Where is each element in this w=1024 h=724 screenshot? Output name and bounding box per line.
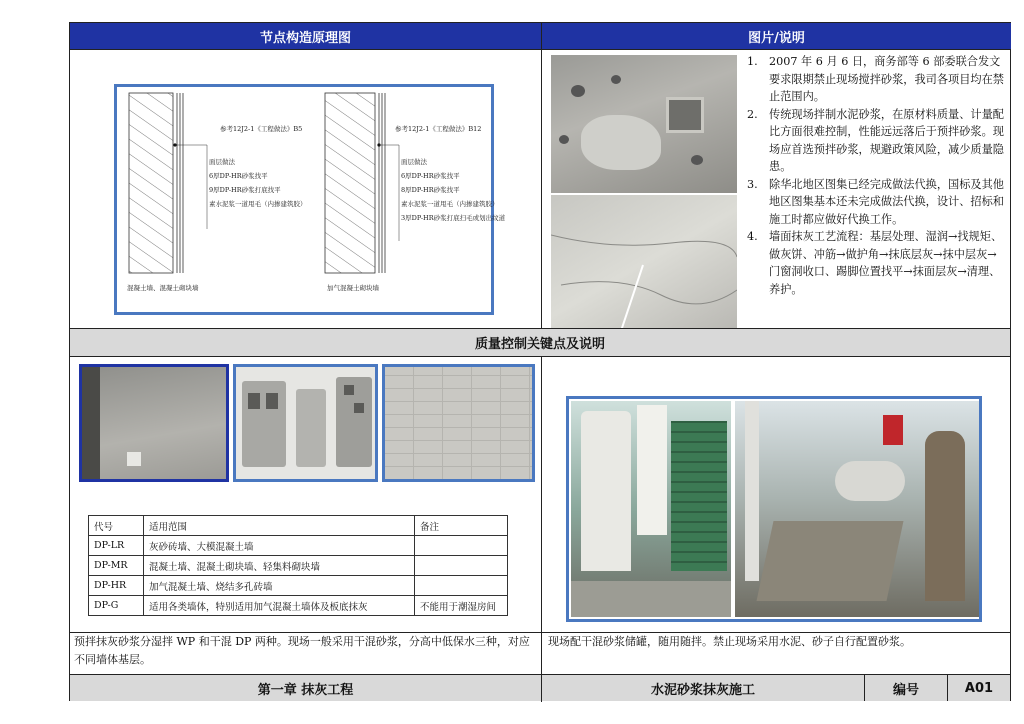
wall-section-left — [129, 93, 207, 273]
table-cell — [415, 556, 508, 576]
footer-number-label: 编号 — [865, 675, 947, 701]
diagram-left-ref: 参考12J2-1《工程做法》B5 — [220, 125, 303, 133]
section-header-quality: 质量控制关键点及说明 — [70, 329, 1010, 356]
photo-mortar-silos — [571, 401, 731, 617]
note-item: 4. 墙面抹灰工艺流程：基层处理、湿润→找规矩、做灰饼、冲筋→做护角→抹底层灰→抹中层灰→门窗洞收口、踢脚位置找平→抹面层灰→清理、养护。 — [747, 230, 1003, 296]
table-cell: 加气混凝土墙、烧结多孔砖墙 — [144, 576, 415, 596]
table-cell: DP-LR — [89, 536, 144, 556]
table-cell: 混凝土墙、混凝土砌块墙、轻集料砌块墙 — [144, 556, 415, 576]
diagram-left-layer: 素水泥浆一道甩毛（内掺建筑胶） — [209, 200, 307, 208]
table-cell — [415, 536, 508, 556]
construction-diagram — [114, 84, 506, 315]
photo-frame-mortar-tank — [566, 396, 982, 622]
notes-list — [743, 53, 1007, 298]
photo-wall-patches — [551, 55, 737, 193]
diagram-right-layer: 3厚DP-HR砂浆打底扫毛或划出纹道 — [401, 214, 506, 222]
diagram-left-layer: 6厚DP-HR砂浆找平 — [209, 172, 268, 180]
section-header-photos: 图片/说明 — [542, 23, 1011, 49]
photo-concrete-blocks — [233, 364, 378, 482]
mortar-code-table — [88, 515, 508, 616]
diagram-right-layer: 素水泥浆一道甩毛（内掺建筑胶） — [401, 200, 499, 208]
photo-block-wall — [382, 364, 535, 482]
photo-cracked-wall — [551, 195, 737, 331]
table-cell: 灰砂砖墙、大模混凝土墙 — [144, 536, 415, 556]
footer-topic: 水泥砂浆抹灰施工 — [542, 675, 864, 701]
table-header-row — [89, 516, 508, 536]
diagram-left-caption: 混凝土墙、混凝土砌块墙 — [127, 284, 199, 292]
diagram-left-layer: 面层做法 — [209, 158, 235, 166]
table-cell: DP-MR — [89, 556, 144, 576]
table-row — [89, 596, 508, 616]
note-item: 1. 2007 年 6 月 6 日，商务部等 6 部委联合发文要求限期禁止现场搅拌砂浆，我司各项目均在禁止范围内。 — [747, 55, 1004, 103]
left-description: 预拌抹灰砂浆分湿拌 WP 和干混 DP 两种。现场一般采用干混砂浆，分高中低保水三种，对应不同墙体基层。 — [74, 635, 530, 666]
table-cell: DP-HR — [89, 576, 144, 596]
note-item: 3. 除华北地区图集已经完成做法代换，国标及其他地区图集基本还未完成做法代换，设计、招标和施工时都应做好代换工作。 — [747, 177, 1004, 226]
table-row — [89, 556, 508, 576]
document-sheet — [69, 22, 1011, 701]
footer-chapter: 第一章 抹灰工程 — [70, 675, 541, 701]
diagram-right-caption: 加气混凝土砌块墙 — [327, 284, 379, 292]
table-cell: 适用各类墙体，特别适用加气混凝土墙体及板底抹灰 — [144, 596, 415, 616]
note-item: 2. 传统现场拌制水泥砂浆，在原材料质量、计量配比方面很难控制，性能远远落后于预拌砂浆。现场应首选预拌砂浆，规避政策风险，减少质量隐患。 — [747, 107, 1004, 173]
table-cell: 不能用于潮湿房间 — [415, 596, 508, 616]
diagram-right-layer: 6厚DP-HR砂浆找平 — [401, 172, 460, 180]
table-cell — [415, 576, 508, 596]
diagram-left-layer: 9厚DP-HR砂浆打底找平 — [209, 186, 281, 194]
wall-section-right — [325, 93, 399, 273]
diagram-right-ref: 参考12J2-1《工程做法》B12 — [395, 125, 482, 133]
column-header: 备注 — [415, 516, 508, 536]
section-header-diagram: 节点构造原理图 — [70, 23, 541, 49]
right-description: 现场配干混砂浆储罐，随用随拌。禁止现场采用水泥、砂子自行配置砂浆。 — [548, 635, 911, 648]
diagram-right-layer: 8厚DP-HR砂浆找平 — [401, 186, 460, 194]
table-row — [89, 576, 508, 596]
footer-number-value: A01 — [948, 675, 1010, 701]
photo-mixing-station — [735, 401, 979, 617]
column-header: 适用范围 — [144, 516, 415, 536]
diagram-right-layer: 面层做法 — [401, 158, 427, 166]
table-row — [89, 536, 508, 556]
table-cell: DP-G — [89, 596, 144, 616]
column-header: 代号 — [89, 516, 144, 536]
photo-concrete-wall — [79, 364, 229, 482]
